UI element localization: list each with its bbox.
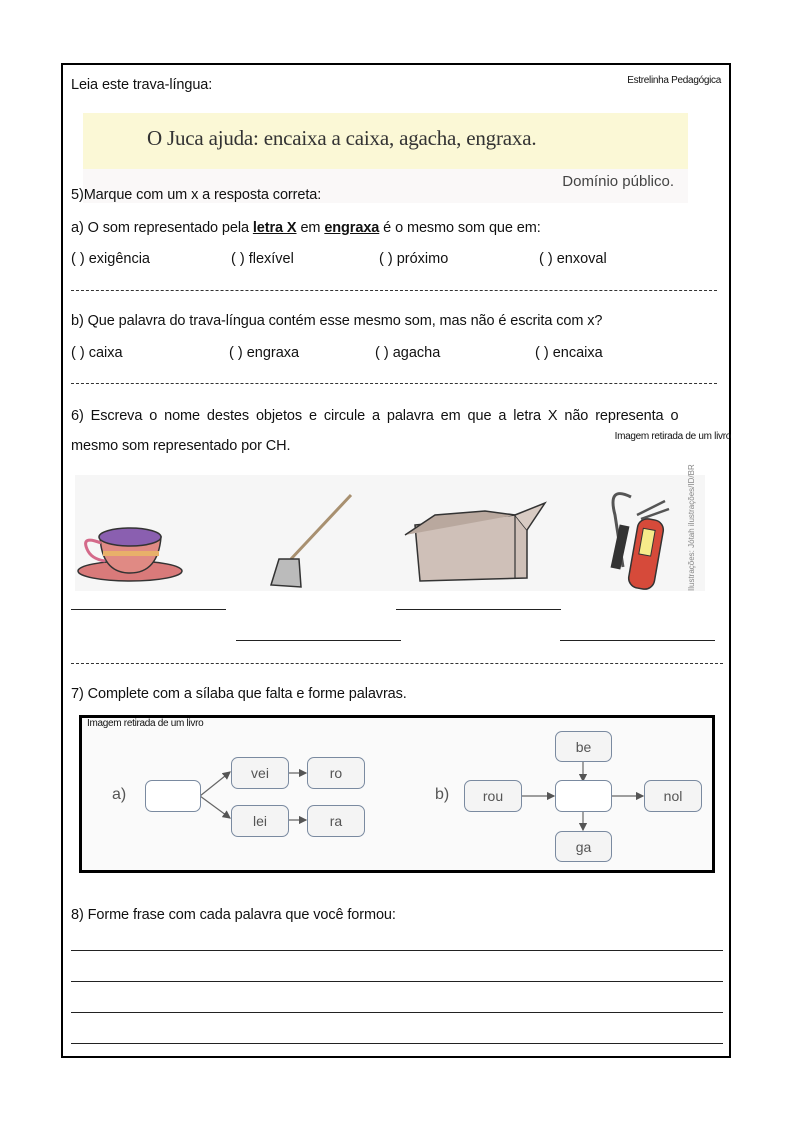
syllable-box: ro [307,757,365,789]
answer-line[interactable] [236,640,401,641]
syllable-input-b[interactable] [555,780,612,812]
divider [71,383,717,384]
answer-line[interactable] [396,609,561,610]
brand-label: Estrelinha Pedagógica [627,75,721,86]
exercise-a-label: a) [112,786,127,803]
extinguisher-icon [611,494,669,591]
hoe-icon [271,495,351,587]
q5b-option-1[interactable]: ( ) caixa [71,345,123,361]
sentence-line[interactable] [71,1043,723,1044]
answer-line[interactable] [560,640,715,641]
syllable-box: lei [231,805,289,837]
cup-icon [78,528,182,581]
sentence-line[interactable] [71,950,723,951]
q8-title: 8) Forme frase com cada palavra que você formou: [71,907,396,923]
q7-title: 7) Complete com a sílaba que falta e forme palavras. [71,686,407,702]
public-domain-credit: Domínio público. [562,173,674,190]
q5b-option-4[interactable]: ( ) encaixa [535,345,603,361]
q5-title: 5)Marque com um x a resposta correta: [71,187,322,203]
illustration-credit: Ilustrações: Jótah ilustrações/ID/BR [687,464,696,591]
syllable-box: nol [644,780,702,812]
q6-line-1: 6) Escreva o nome destes objetos e circule a palavra em que a letra X não representa o [71,408,679,424]
q6-line-2: mesmo som representado por CH. [71,438,291,454]
q5a-question: a) O som representado pela letra X em engraxa é o mesmo som que em: [71,220,541,236]
intro-text: Leia este trava-língua: [71,77,213,93]
answer-line[interactable] [71,609,226,610]
box-icon [405,503,545,581]
worksheet-page [61,63,731,1058]
q5a-option-3[interactable]: ( ) próximo [379,251,449,267]
syllable-box: be [555,731,612,762]
q5a-option-2[interactable]: ( ) flexível [231,251,294,267]
q5b-question: b) Que palavra do trava-língua contém esse mesmo som, mas não é escrita com x? [71,313,603,329]
syllable-exercise [79,715,715,873]
syllable-box: ga [555,831,612,862]
q7-image-credit: Imagem retirada de um livro [87,718,204,729]
syllable-input-a[interactable] [145,780,201,812]
syllable-box: rou [464,780,522,812]
q5a-option-4[interactable]: ( ) enxoval [539,251,607,267]
syllable-box: ra [307,805,365,837]
divider [71,290,717,291]
sentence-line[interactable] [71,1012,723,1013]
divider [71,663,723,664]
q6-image-credit: Imagem retirada de um livro [614,431,731,442]
q5a-option-1[interactable]: ( ) exigência [71,251,150,267]
objects-illustration [75,464,705,591]
sentence-line[interactable] [71,981,723,982]
q5b-option-3[interactable]: ( ) agacha [375,345,441,361]
exercise-b-label: b) [435,786,450,803]
syllable-box: vei [231,757,289,789]
tongue-twister-text: O Juca ajuda: encaixa a caixa, agacha, engraxa. [147,126,537,150]
q5b-option-2[interactable]: ( ) engraxa [229,345,300,361]
